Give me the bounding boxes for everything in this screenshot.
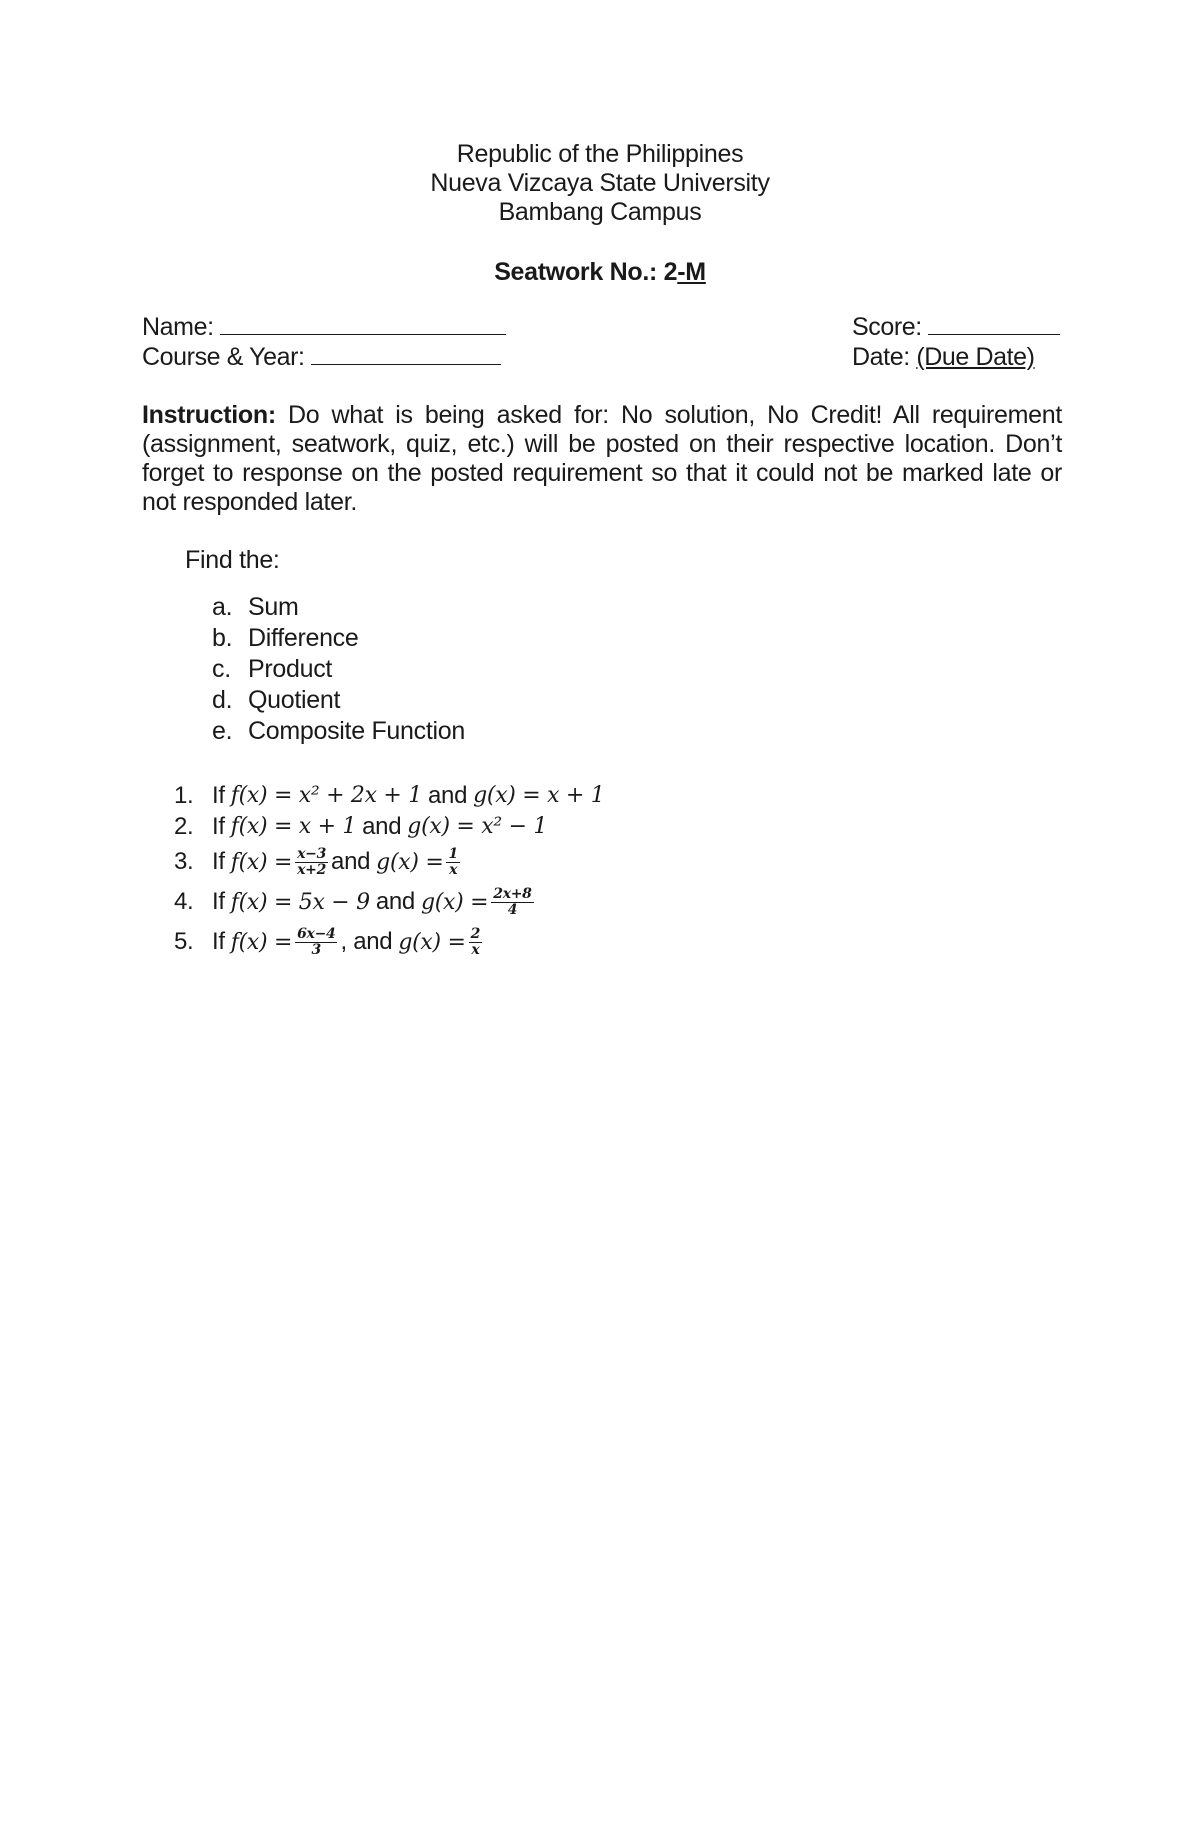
- list-item: b. Difference: [212, 624, 359, 652]
- date-label: Date:: [852, 343, 910, 371]
- problem-3: 3. If f(x) = $\frac{x-3}{x+2}$ and g(x) = $\frac{1}{x}$: [174, 845, 458, 878]
- document-header: [0, 140, 1200, 227]
- score-blank[interactable]: [928, 312, 1060, 335]
- problem-4: 4. If f(x) = 5x − 9 and g(x) = $\frac{2x+8}{4}$: [174, 885, 532, 918]
- find-label: Find the:: [185, 546, 280, 574]
- course-label: Course & Year:: [142, 343, 305, 371]
- header-university: Nueva Vizcaya State University: [430, 169, 770, 197]
- title-suffix: -M: [677, 258, 706, 286]
- score-field[interactable]: [852, 312, 1062, 342]
- g-expression: g(x) =: [398, 929, 466, 955]
- date-value: (Due Date): [916, 343, 1035, 371]
- f-expression: f(x) =: [230, 929, 293, 955]
- f-expression: f(x) =: [230, 849, 293, 875]
- g-fraction: $\frac{1}{x}$: [448, 845, 458, 878]
- problem-list: [174, 780, 604, 962]
- course-blank[interactable]: [311, 342, 501, 365]
- g-fraction: $\frac{2x+8}{4}$: [493, 885, 532, 918]
- course-field[interactable]: [142, 342, 501, 372]
- g-expression: g(x) =: [420, 889, 489, 915]
- f-fraction: $\frac{x-3}{x+2}$: [297, 845, 327, 878]
- f-expression: f(x) = x + 1: [230, 814, 357, 839]
- problem-2: 2. If f(x) = x + 1 and g(x) = x² − 1: [174, 812, 548, 840]
- g-expression: g(x) = x + 1: [473, 783, 605, 808]
- f-fraction: $\frac{6x-4}{3}$: [297, 925, 336, 958]
- list-item: d. Quotient: [212, 686, 341, 714]
- name-label: Name:: [142, 313, 214, 341]
- instruction-paragraph: [142, 401, 1062, 517]
- g-fraction: $\frac{2}{x}$: [470, 925, 481, 958]
- f-expression: f(x) = x² + 2x + 1: [230, 783, 422, 808]
- page-title: [0, 258, 1200, 287]
- instruction-text: Do what is being asked for: No solution, No Credit! All requirement (assignment, seatwork, quiz, etc.) will be posted on their respective location. Don’t forget to response on the posted requirement so that it could not be marked late or not responded later.: [142, 401, 1062, 516]
- list-item: c. Product: [212, 655, 333, 683]
- f-expression: f(x) = 5x − 9: [230, 889, 370, 915]
- list-item: e. Composite Function: [212, 717, 465, 745]
- score-label: Score:: [852, 313, 922, 341]
- problem-1: 1. If f(x) = x² + 2x + 1 and g(x) = x + 1: [174, 781, 605, 809]
- title-label: Seatwork No.: 2: [494, 258, 678, 286]
- name-field[interactable]: [142, 312, 506, 342]
- g-expression: g(x) =: [376, 849, 444, 875]
- header-campus: Bambang Campus: [498, 198, 702, 226]
- date-field: [852, 342, 1062, 372]
- g-expression: g(x) = x² − 1: [407, 814, 548, 839]
- name-blank[interactable]: [220, 312, 506, 335]
- header-country: Republic of the Philippines: [456, 140, 744, 168]
- list-item: a. Sum: [212, 593, 299, 621]
- student-fields: [142, 312, 1062, 372]
- instruction-label: Instruction:: [142, 401, 276, 429]
- problem-5: 5. If f(x) = $\frac{6x-4}{3}$ , and g(x) = $\frac{2}{x}$: [174, 925, 481, 958]
- operations-list: [212, 592, 465, 747]
